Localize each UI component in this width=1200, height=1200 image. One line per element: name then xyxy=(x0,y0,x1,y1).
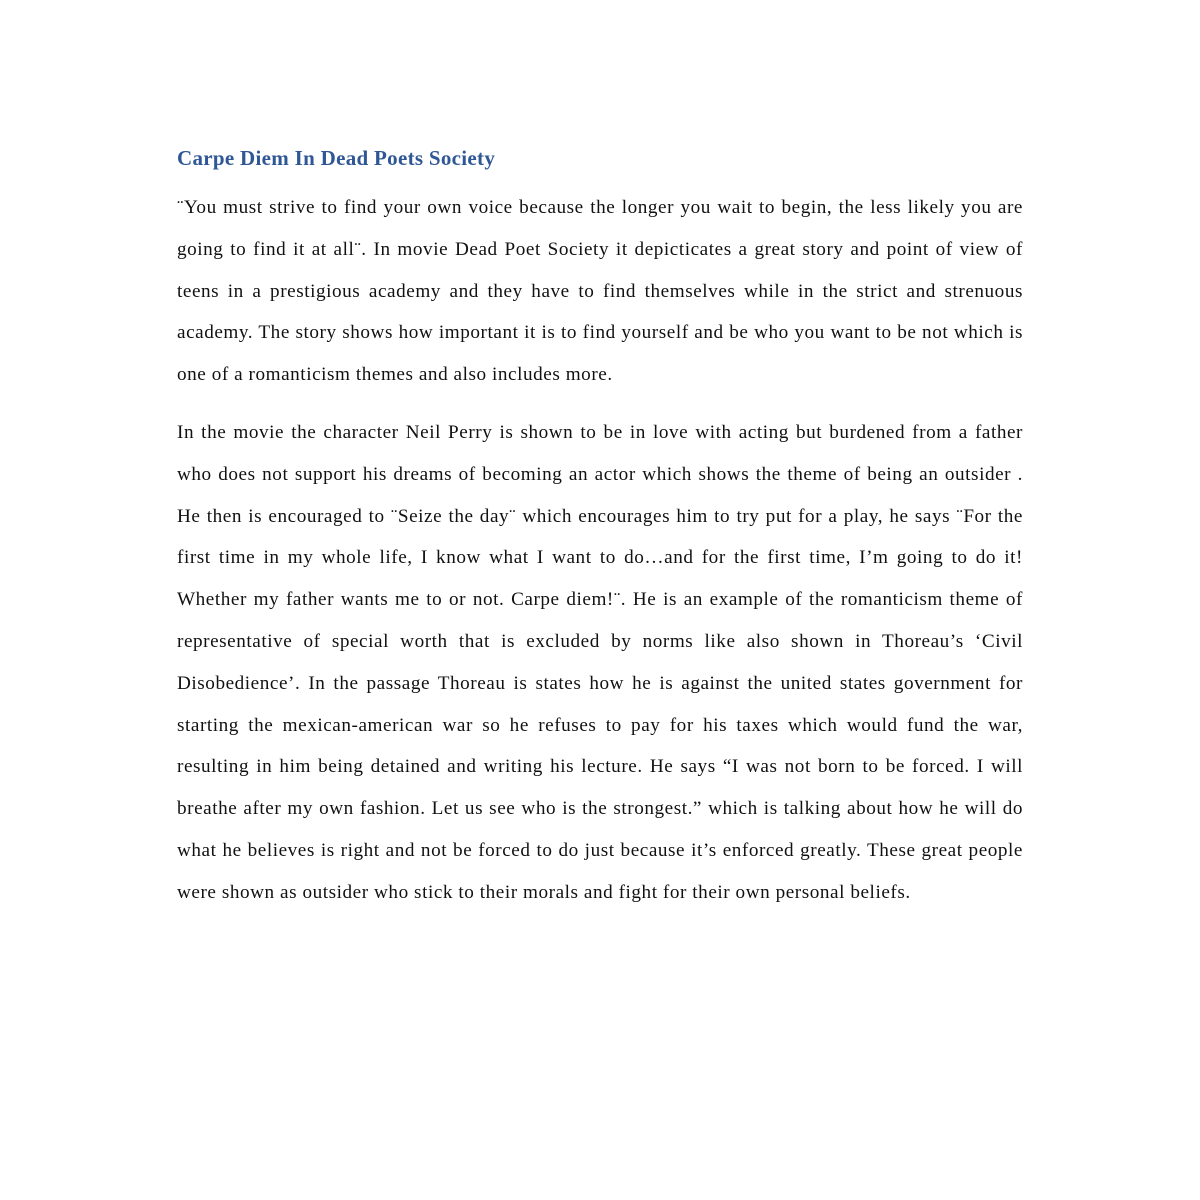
document-title: Carpe Diem In Dead Poets Society xyxy=(177,146,496,170)
document-body xyxy=(177,140,1023,914)
paragraph-1: ¨You must strive to find your own voice because the longer you wait to begin, the less likely you are going to find it at all¨. In movie Dead Poet Society it depicticates a great story and point of view of teens in a prestigious academy and they have to find themselves while in the strict and strenuous academy. The story shows how important it is to find yourself and be who you want to be not which is one of a romanticism themes and also includes more. xyxy=(177,197,1023,386)
paragraph-2: In the movie the character Neil Perry is shown to be in love with acting but burdened from a father who does not support his dreams of becoming an actor which shows the theme of being an outsider . He then is encouraged to ¨Seize the day¨ which encourages him to try put for a play, he says ¨For the first time in my whole life, I know what I want to do…and for the first time, I’m going to do it! Whether my father wants me to or not. Carpe diem!¨. He is an example of the romanticism theme of representative of special worth that is excluded by norms like also shown in Thoreau’s ‘Civil Disobedience’. In the passage Thoreau is states how he is against the united states government for starting the mexican-american war so he refuses to pay for his taxes which would fund the war, resulting in him being detained and writing his lecture. He says “I was not born to be forced. I will breathe after my own fashion. Let us see who is the strongest.” which is talking about how he will do what he believes is right and not be forced to do just because it’s enforced greatly. These great people were shown as outsider who stick to their morals and fight for their own personal beliefs. xyxy=(177,421,1023,903)
